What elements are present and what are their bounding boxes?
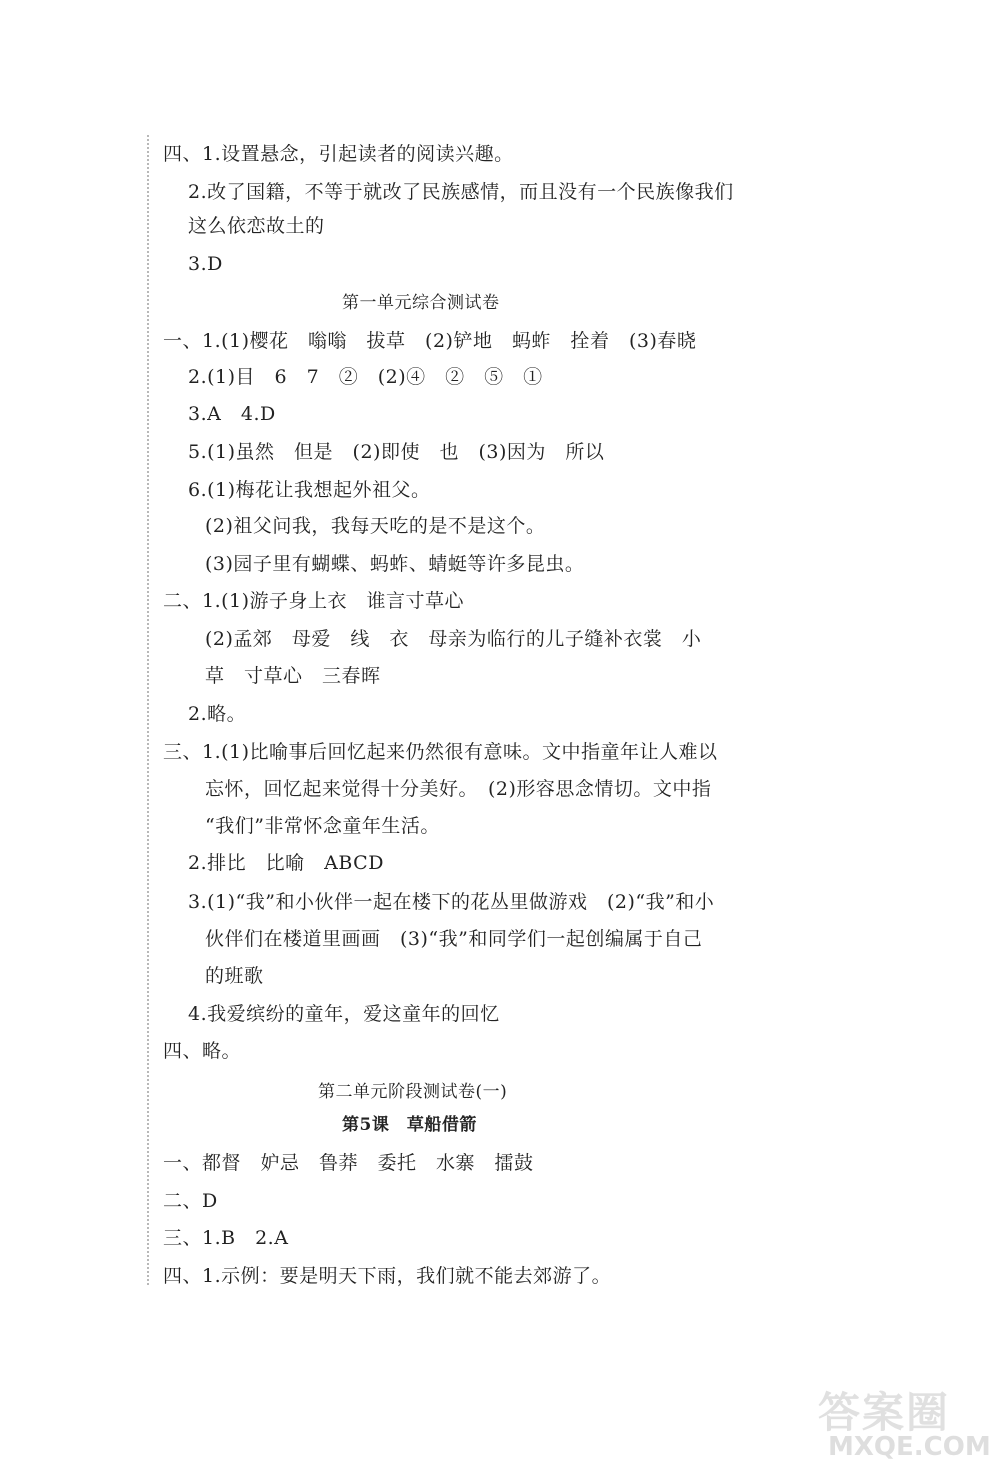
answer-line-21: 3.(1)“我”和小伙伴一起在楼下的花丛里做游戏 (2)“我”和小 <box>188 891 715 913</box>
section-title-unit1: 第一单元综合测试卷 <box>342 293 500 313</box>
answer-line-12: (3)园子里有蝴蝶、蚂蚱、蜻蜓等许多昆虫。 <box>205 553 585 575</box>
site-watermark <box>818 1380 991 1465</box>
answer-line-6: 一、1.(1)樱花 嗡嗡 拔草 (2)铲地 蚂蚱 拴着 (3)春晓 <box>163 330 697 352</box>
section-title-unit2: 第二单元阶段测试卷(一) <box>318 1082 508 1102</box>
answer-line-29: 二、D <box>163 1190 218 1212</box>
answer-line-10: 6.(1)梅花让我想起外祖父。 <box>188 479 431 501</box>
answer-line-28: 一、都督 妒忌 鲁莽 委托 水寨 擂鼓 <box>163 1152 534 1174</box>
answer-line-19: “我们”非常怀念童年生活。 <box>205 815 440 837</box>
answer-line-1: 四、1.设置悬念，引起读者的阅读兴趣。 <box>163 143 514 165</box>
answer-line-24: 4.我爱缤纷的童年，爱这童年的回忆 <box>188 1003 500 1025</box>
binding-margin-line <box>147 135 149 1285</box>
watermark-url: MXQE.COM <box>828 1432 991 1462</box>
answer-line-9: 5.(1)虽然 但是 (2)即使 也 (3)因为 所以 <box>188 441 605 463</box>
answer-line-20: 2.排比 比喻 ABCD <box>188 852 384 874</box>
answer-line-8: 3.A 4.D <box>188 403 276 425</box>
watermark-logo-text: 答案圈 <box>818 1388 951 1437</box>
lesson-title: 第5课 草船借箭 <box>342 1115 477 1135</box>
answer-line-2: 2.改了国籍，不等于就改了民族感情，而且没有一个民族像我们 <box>188 181 734 203</box>
answer-line-13: 二、1.(1)游子身上衣 谁言寸草心 <box>163 590 465 612</box>
answer-line-18: 忘怀，回忆起来觉得十分美好。 (2)形容思念情切。文中指 <box>205 778 712 800</box>
answer-line-17: 三、1.(1)比喻事后回忆起来仍然很有意味。文中指童年让人难以 <box>163 741 718 763</box>
answer-line-16: 2.略。 <box>188 703 247 725</box>
answer-line-4: 3.D <box>188 253 223 275</box>
answer-line-30: 三、1.B 2.A <box>163 1227 289 1249</box>
answer-line-25: 四、略。 <box>163 1040 242 1062</box>
answer-line-15: 草 寸草心 三春晖 <box>205 665 381 687</box>
answer-line-22: 伙伴们在楼道里画画 (3)“我”和同学们一起创编属于自己 <box>205 928 703 950</box>
answer-line-31: 四、1.示例：要是明天下雨，我们就不能去郊游了。 <box>163 1265 612 1287</box>
answer-line-7: 2.(1)目 6 7 ② (2)④ ② ⑤ ① <box>188 366 543 388</box>
answer-line-11: (2)祖父问我，我每天吃的是不是这个。 <box>205 515 546 537</box>
answer-line-23: 的班歌 <box>205 965 264 987</box>
answer-line-3: 这么依恋故土的 <box>188 215 325 237</box>
answer-line-14: (2)孟郊 母爱 线 衣 母亲为临行的儿子缝补衣裳 小 <box>205 628 702 650</box>
